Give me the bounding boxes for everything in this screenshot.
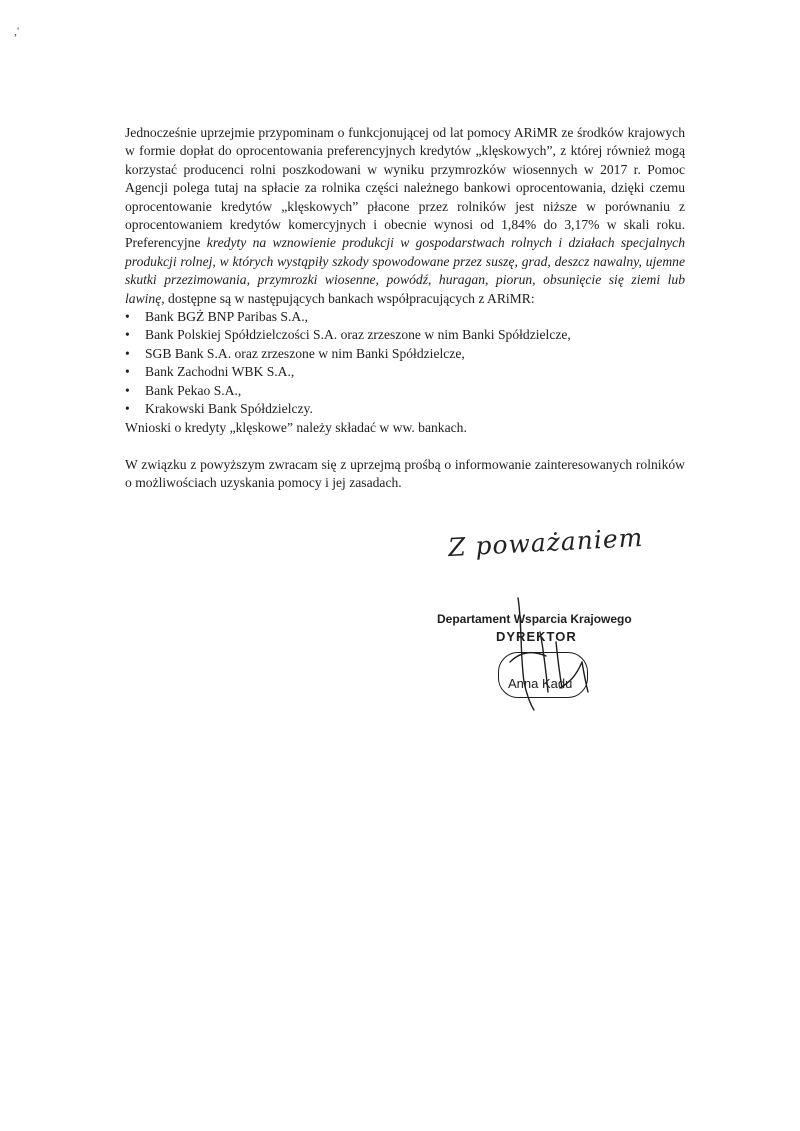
- signatory-role: DYREKTOR: [496, 629, 577, 644]
- bank-list-item: • Bank Pekao S.A.,: [125, 382, 685, 400]
- name-stamp-frame: [498, 652, 588, 698]
- paragraph-text-tail: , dostępne są w następujących bankach współpracujących z ARiMR:: [161, 290, 535, 306]
- letter-body: [125, 124, 685, 493]
- handwritten-closing: Z poważaniem: [447, 522, 644, 563]
- department-name: Departament Wsparcia Krajowego: [437, 612, 632, 626]
- paragraph-request: W związku z powyższym zwracam się z uprzejmą prośbą o informowanie zainteresowanych rolników o możliwościach uzyskania pomocy i jej zasadach.: [125, 456, 685, 491]
- signatory-name: Anna Kadu: [508, 676, 573, 691]
- paragraph-arimr-credits: [125, 124, 685, 308]
- bank-list-item: • Bank BGŻ BNP Paribas S.A.,: [125, 308, 685, 326]
- bank-list-item: • SGB Bank S.A. oraz zrzeszone w nim Banki Spółdzielcze,: [125, 345, 685, 363]
- paragraph-text: Jednocześnie uprzejmie przypominam o funkcjonującej od lat pomocy ARiMR ze środków krajowych w formie dopłat do oprocentowania preferencyjnych kredytów „klęskowych”, z której również mogą korzystać producenci rolni poszkodowani w wyniku przymrozków wiosennych w 2017 r. Pomoc Agencji polega tutaj na spłacie za rolnika części należnego bankowi oprocentowania, dzięki czemu oprocentowanie kredytów „klęskowych” płacone przez rolników jest niższe w porównaniu z oprocentowaniem kredytów komercyjnych i obecnie wynosi od 1,84% do 3,17% w skali roku. Preferencyjne: [125, 125, 685, 251]
- scan-corner-mark: ,': [14, 24, 20, 38]
- bank-list-item: • Bank Zachodni WBK S.A.,: [125, 363, 685, 381]
- bank-list: [125, 308, 685, 418]
- bank-list-item: • Krakowski Bank Spółdzielczy.: [125, 400, 685, 418]
- bank-list-item: • Bank Polskiej Spółdzielczości S.A. oraz zrzeszone w nim Banki Spółdzielcze,: [125, 326, 685, 344]
- paragraph-italic-text: kredyty na wznowienie produkcji w gospodarstwach rolnych i działach specjalnych produkcji rolnej, w których wystąpiły szkody spowodowane przez suszę, grad, deszcz nawalny, ujemne skutki przezimowania, przymrozki wiosenne, powódź, huragan, piorun, obsunięcie się ziemi lub lawinę: [125, 235, 685, 306]
- applications-note: Wnioski o kredyty „klęskowe” należy składać w ww. bankach.: [125, 419, 467, 435]
